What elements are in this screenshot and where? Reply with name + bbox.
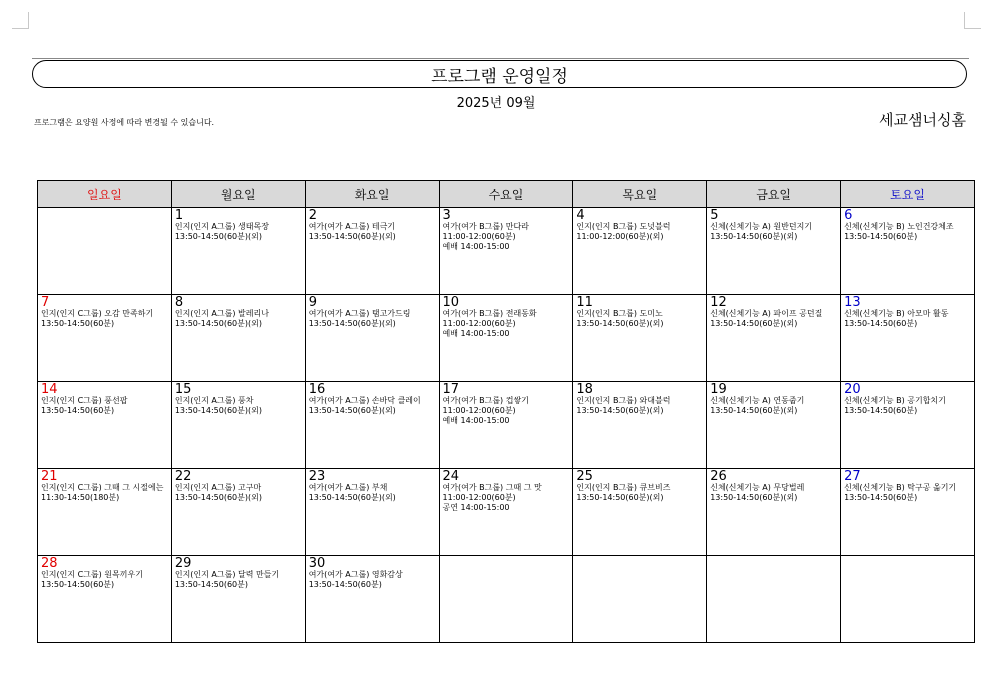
day-number: 13 [844,295,861,310]
program-name: 신체(신체기능 A) 무당벌레 [710,483,805,492]
day-number: 20 [844,382,861,397]
program-name: 신체(신체기능 A) 파이프 공던질 [710,309,823,318]
calendar-week-row [38,382,975,469]
calendar-day-cell [305,382,439,469]
weekday-header-sun: 일요일 [38,181,172,208]
program-time: 예배 14:00-15:00 [442,416,510,425]
page-corner-mark-top-left [12,12,29,29]
program-name: 인지(인지 A그룹) 발레리나 [174,309,269,318]
program-time: 13:50-14:50(60분)(외) [174,493,262,502]
program-time: 13:50-14:50(60분)(외) [308,493,396,502]
program-time: 11:00-12:00(60분) [442,406,516,415]
program-time: 11:30-14:50(180분) [41,493,120,502]
program-time: 13:50-14:50(60분)(외) [710,232,798,241]
program-name: 인지(인지 A그룹) 고구마 [174,483,262,492]
title-box [32,60,967,88]
day-number: 25 [576,469,593,484]
calendar-day-cell [38,295,172,382]
calendar-day-cell [707,469,841,556]
weekday-header-thu: 목요일 [573,181,707,208]
day-number: 8 [174,295,184,310]
calendar-table [37,180,975,643]
program-time: 13:50-14:50(60분)(외) [174,406,262,415]
program-time: 11:00-12:00(60분) [442,319,516,328]
day-number: 19 [710,382,727,397]
calendar-day-cell [707,208,841,295]
calendar-day-cell [305,556,439,643]
day-number: 28 [41,556,58,571]
calendar-day-cell [171,382,305,469]
program-name: 신체(신체기능 B) 아모마 활동 [844,309,949,318]
calendar-body [38,208,975,643]
program-name: 인지(인지 C그룹) 풍선팝 [41,396,128,405]
calendar-day-cell [707,556,841,643]
calendar-day-cell [573,382,707,469]
day-number: 24 [442,469,460,484]
page-corner-mark-top-right [964,12,981,29]
calendar-week-row [38,556,975,643]
calendar-day-cell [305,295,439,382]
program-time: 13:50-14:50(60분)(외) [576,493,664,502]
program-time: 13:50-14:50(60분)(외) [174,232,262,241]
program-time: 13:50-14:50(60분) [41,406,115,415]
calendar-day-cell [171,208,305,295]
day-number: 1 [174,208,184,223]
program-time: 13:50-14:50(60분) [844,493,918,502]
program-time: 13:50-14:50(60분) [844,319,918,328]
program-name: 인지(인지 C그룹) 그때 그 시절에는 [41,483,164,492]
program-time: 예배 14:00-15:00 [442,329,510,338]
program-name: 신체(신체기능 B) 탁구공 옮기기 [844,483,957,492]
calendar-week-row [38,208,975,295]
program-time: 13:50-14:50(60분)(외) [174,319,262,328]
day-number: 22 [174,469,192,484]
calendar-day-cell [38,469,172,556]
day-number: 27 [844,469,861,484]
program-name: 인지(인지 C그룹) 오감 만족하기 [41,309,154,318]
program-time: 13:50-14:50(60분) [41,319,115,328]
program-name: 여가(여가 B그룹) 그때 그 맛 [442,483,542,492]
program-time: 13:50-14:50(60분)(외) [308,319,396,328]
program-name: 인지(인지 A그룹) 생태목장 [174,222,269,231]
calendar-day-cell [171,556,305,643]
calendar-day-cell [841,208,975,295]
program-time: 13:50-14:50(60분)(외) [576,406,664,415]
program-name: 인지(인지 B그룹) 도미노 [576,309,663,318]
day-number: 3 [442,208,451,223]
calendar-day-cell [305,208,439,295]
program-time: 13:50-14:50(60분)(외) [576,319,664,328]
program-time: 13:50-14:50(60분) [308,580,382,589]
weekday-header-row [38,181,975,208]
weekday-header-sat: 토요일 [841,181,975,208]
schedule-notice: 프로그램은 요양원 사정에 따라 변경될 수 있습니다. [34,118,215,127]
program-name: 인지(인지 B그룹) 와대블럭 [576,396,671,405]
program-time: 13:50-14:50(60분)(외) [308,232,396,241]
day-number: 6 [844,208,853,223]
calendar-day-cell [841,382,975,469]
day-number: 5 [710,208,719,223]
calendar-day-cell [439,208,573,295]
day-number: 16 [308,382,326,397]
day-number: 30 [308,556,326,571]
calendar-day-cell [573,295,707,382]
program-time: 13:50-14:50(60분)(외) [710,319,798,328]
program-time: 13:50-14:50(60분)(외) [710,493,798,502]
day-number: 23 [308,469,326,484]
program-name: 신체(신체기능 A) 원반던지기 [710,222,813,231]
program-time: 13:50-14:50(60분)(외) [710,406,798,415]
calendar-day-cell [841,469,975,556]
program-name: 신체(신체기능 B) 노인건강체조 [844,222,954,231]
day-number: 21 [41,469,58,484]
program-name: 인지(인지 A그룹) 달력 만들기 [174,570,280,579]
header-rule [32,58,969,59]
program-time: 11:00-12:00(60분) [442,232,516,241]
day-number: 10 [442,295,460,310]
program-time: 공연 14:00-15:00 [442,503,510,512]
calendar-day-cell [439,295,573,382]
calendar-day-cell [439,469,573,556]
calendar-day-cell [841,556,975,643]
day-number: 29 [174,556,192,571]
program-time: 예배 14:00-15:00 [442,242,510,251]
program-time: 13:50-14:50(60분)(외) [308,406,396,415]
calendar-week-row [38,295,975,382]
program-name: 인지(인지 B그룹) 도넛블럭 [576,222,671,231]
program-time: 13:50-14:50(60분) [844,406,918,415]
day-number: 11 [576,295,593,310]
calendar-day-cell [707,295,841,382]
page-title: 프로그램 운영일정 [431,66,568,87]
calendar-day-cell [707,382,841,469]
day-number: 2 [308,208,317,223]
calendar-day-cell [573,556,707,643]
day-number: 15 [174,382,192,397]
day-number: 18 [576,382,593,397]
day-number: 9 [308,295,317,310]
calendar-day-cell [305,469,439,556]
weekday-header-fri: 금요일 [707,181,841,208]
program-name: 신체(신체기능 A) 연동줍기 [710,396,805,405]
calendar-day-cell [171,295,305,382]
program-name: 여가(여가 B그룹) 컵쌓기 [442,396,529,405]
calendar-day-cell [439,382,573,469]
calendar-day-cell [38,382,172,469]
calendar-day-cell [38,556,172,643]
calendar-day-cell [171,469,305,556]
day-number: 12 [710,295,727,310]
program-name: 신체(신체기능 B) 공기합치기 [844,396,946,405]
program-name: 여가(여가 A그룹) 영화감상 [308,570,403,579]
program-name: 여가(여가 B그룹) 전래동화 [442,309,537,318]
program-name: 여가(여가 A그룹) 손바닥 클레이 [308,396,421,405]
program-name: 여가(여가 A그룹) 탬고가드링 [308,309,411,318]
program-name: 여가(여가 B그룹) 만다라 [442,222,529,231]
calendar-day-cell [841,295,975,382]
program-name: 인지(인지 A그룹) 풍차 [174,396,254,405]
program-time: 13:50-14:50(60분) [174,580,248,589]
calendar-week-row [38,469,975,556]
program-time: 11:00-12:00(60분) [442,493,516,502]
weekday-header-mon: 월요일 [171,181,305,208]
program-name: 여가(여가 A그룹) 부채 [308,483,388,492]
weekday-header-tue: 화요일 [305,181,439,208]
program-time: 13:50-14:50(60분) [844,232,918,241]
program-time: 11:00-12:00(60분)(외) [576,232,664,241]
day-number: 26 [710,469,727,484]
program-name: 여가(여가 A그룹) 테극기 [308,222,396,231]
program-name: 인지(인지 B그룹) 큐브비즈 [576,483,671,492]
day-number: 14 [41,382,58,397]
calendar-day-cell [439,556,573,643]
calendar-day-cell [38,208,172,295]
month-subtitle: 2025년 09월 [456,96,536,111]
calendar-day-cell [573,469,707,556]
day-number: 4 [576,208,585,223]
program-name: 인지(인지 C그룹) 원목끼우기 [41,570,143,579]
calendar-day-cell [573,208,707,295]
day-number: 7 [41,295,50,310]
program-time: 13:50-14:50(60분) [41,580,115,589]
day-number: 17 [442,382,460,397]
weekday-header-wed: 수요일 [439,181,573,208]
organization-name: 세교샘너싱홈 [879,111,966,129]
